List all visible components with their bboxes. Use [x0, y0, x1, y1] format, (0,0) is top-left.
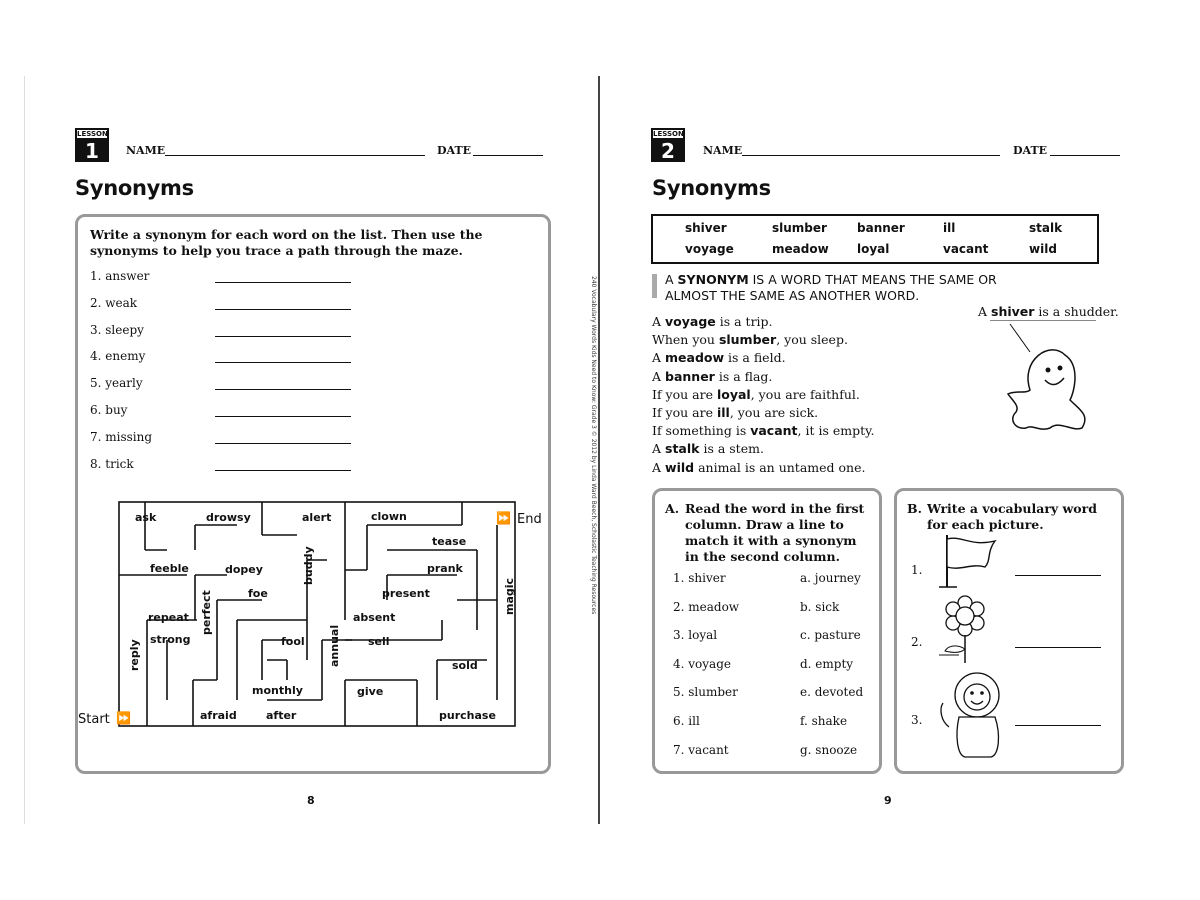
lesson-badge — [651, 128, 685, 162]
picture-number: 2. — [911, 635, 923, 649]
match-right-item[interactable]: c. pasture — [800, 628, 861, 643]
lion-illustration — [935, 669, 1011, 761]
date-field[interactable] — [473, 155, 543, 156]
maze-word: monthly — [252, 684, 303, 697]
sentence-word: voyage — [665, 314, 716, 329]
maze-word: afraid — [200, 709, 237, 722]
def-d: ALMOST THE SAME AS ANOTHER WORD. — [665, 288, 920, 303]
lesson-label: LESSON — [653, 130, 684, 138]
def-c: IS A WORD THAT MEANS THE SAME OR — [752, 272, 997, 287]
match-left-item[interactable]: 4. voyage — [673, 656, 731, 671]
def-a: A — [665, 272, 674, 287]
vocab-word: stalk — [1029, 221, 1063, 235]
match-left-item[interactable]: 5. slumber — [673, 685, 738, 700]
example-sentence — [652, 423, 875, 438]
answer-line[interactable] — [1015, 647, 1101, 648]
exercise-box — [75, 214, 551, 774]
sentence-word: meadow — [665, 350, 725, 366]
page-number: 8 — [307, 794, 315, 807]
sentence-pre: A — [652, 314, 666, 329]
maze-word: feeble — [150, 562, 189, 575]
sentence-post: is a field. — [724, 350, 786, 366]
vocab-word: wild — [1029, 242, 1057, 256]
part-a-letter: A. — [665, 501, 680, 516]
sentence-post: is a trip. — [715, 314, 773, 329]
answer-line[interactable] — [215, 416, 351, 417]
sentence-pre: A — [652, 368, 666, 384]
maze-word: repeat — [148, 611, 189, 624]
sentence-post: is a flag. — [714, 368, 773, 384]
maze-word: after — [266, 709, 297, 722]
maze-word: reply — [128, 639, 141, 671]
part-b-box — [894, 488, 1124, 774]
answer-line[interactable] — [215, 336, 351, 337]
answer-line[interactable] — [215, 443, 351, 444]
example-sentence — [652, 387, 860, 402]
sentence-pre: If something is — [652, 423, 751, 439]
word-box — [651, 214, 1099, 264]
maze-word: buddy — [302, 546, 315, 585]
match-left-item[interactable]: 3. loyal — [673, 628, 718, 643]
left-page — [24, 76, 599, 824]
match-left-item[interactable]: 6. ill — [673, 714, 700, 728]
sentence-word: vacant — [750, 423, 798, 439]
list-item: 6. buy — [90, 403, 128, 417]
lesson-number: 2 — [661, 139, 675, 163]
maze-word: strong — [150, 633, 191, 646]
sentence-word: ill — [716, 405, 730, 420]
page-number: 9 — [884, 794, 892, 807]
match-right-item[interactable]: e. devoted — [800, 685, 864, 700]
list-item: 2. weak — [90, 295, 138, 310]
lesson-number: 1 — [85, 139, 99, 163]
flower-illustration — [935, 595, 1005, 665]
answer-line[interactable] — [1015, 575, 1101, 576]
right-page — [600, 76, 1177, 824]
page-title: Synonyms — [652, 176, 771, 200]
side-credit: 240 Vocabulary Words Kids Need to Know: Grade 3 © 2012 by Linda Ward Beech, Scholastic Teaching Resources — [590, 276, 597, 615]
def-term: SYNONYM — [677, 272, 749, 287]
maze-word: sell — [368, 635, 390, 648]
match-right-item[interactable]: f. shake — [800, 714, 848, 728]
list-item: 5. yearly — [90, 376, 143, 391]
end-label: End — [517, 512, 542, 527]
list-item: 7. missing — [90, 429, 153, 444]
maze-word: clown — [371, 510, 407, 523]
match-right-item[interactable]: g. snooze — [800, 742, 858, 757]
caption-post: is a shudder. — [1034, 304, 1119, 319]
sentence-post: , you sleep. — [776, 332, 848, 348]
answer-line[interactable] — [215, 309, 351, 310]
maze-word: drowsy — [206, 511, 251, 524]
vocab-word: slumber — [772, 221, 827, 235]
start-label: Start — [78, 712, 110, 727]
match-left-item[interactable]: 7. vacant — [673, 742, 729, 757]
example-sentence — [652, 314, 773, 329]
part-a-box — [652, 488, 882, 774]
maze-word: annual — [328, 624, 341, 667]
lesson-label: LESSON — [77, 130, 108, 138]
answer-line[interactable] — [215, 470, 351, 471]
synonym-definition — [665, 272, 1005, 304]
vocab-word: loyal — [857, 242, 890, 256]
sentence-word: banner — [665, 368, 715, 384]
maze-word: magic — [503, 577, 516, 615]
vocab-word: banner — [857, 221, 905, 235]
sentence-pre: A — [652, 441, 666, 457]
name-label: NAME — [703, 144, 743, 157]
ghost-caption — [978, 304, 1119, 319]
sentence-pre: When you — [652, 332, 719, 348]
sentence-pre: A — [652, 459, 666, 475]
vocab-word: shiver — [685, 221, 727, 235]
maze-word: ask — [135, 511, 157, 524]
vocab-word: ill — [943, 221, 956, 235]
date-field[interactable] — [1050, 155, 1120, 156]
date-label: DATE — [437, 144, 472, 157]
answer-line[interactable] — [215, 282, 351, 283]
match-right-item[interactable]: b. sick — [800, 599, 840, 614]
example-sentence — [652, 350, 786, 365]
example-sentence — [652, 441, 764, 456]
picture-number: 1. — [911, 563, 923, 577]
date-label: DATE — [1013, 144, 1048, 157]
maze-word: give — [357, 685, 384, 698]
match-left-item[interactable]: 2. meadow — [673, 599, 740, 614]
maze-word: fool — [281, 635, 305, 648]
vocab-word: meadow — [772, 242, 829, 256]
list-item: 4. enemy — [90, 349, 146, 364]
instructions: Write a synonym for each word on the list. Then use the synonyms to help you trace a path through the maze. — [90, 227, 483, 258]
match-right-item[interactable]: d. empty — [800, 656, 854, 671]
maze-word: alert — [302, 511, 332, 524]
sentence-post: animal is an untamed one. — [694, 459, 866, 475]
sentence-word: loyal — [716, 386, 751, 402]
maze-word: tease — [432, 535, 467, 548]
example-sentence — [652, 369, 772, 384]
name-field[interactable] — [742, 155, 1000, 156]
answer-line[interactable] — [1015, 725, 1101, 726]
start-arrow-icon: ⏩ — [116, 711, 131, 725]
maze-word: prank — [427, 562, 463, 575]
match-right-item[interactable]: a. journey — [800, 571, 861, 585]
page-title: Synonyms — [75, 176, 194, 200]
sentence-post: is a stem. — [699, 441, 764, 457]
part-a-instructions: Read the word in the first column. Draw a line to match it with a synonym in the second column. — [685, 501, 865, 564]
example-sentence — [652, 405, 818, 420]
picture-number: 3. — [911, 713, 923, 727]
maze-word: sold — [452, 659, 478, 672]
vocab-word: vacant — [943, 242, 989, 256]
caption-word: shiver — [991, 304, 1035, 319]
sentence-word: slumber — [718, 332, 777, 348]
maze-word: perfect — [200, 590, 213, 635]
sentence-post: , it is empty. — [797, 423, 875, 439]
example-sentence — [652, 460, 865, 475]
sentence-pre: If you are — [652, 386, 717, 402]
part-b-letter: B. — [907, 501, 922, 516]
sentence-pre: If you are — [652, 405, 717, 420]
definition-bar — [652, 274, 657, 298]
banner-illustration — [935, 533, 1005, 589]
caption-pre: A — [978, 304, 992, 319]
answer-line[interactable] — [215, 362, 351, 363]
list-item: 3. sleepy — [90, 322, 144, 337]
maze-word: purchase — [439, 709, 496, 722]
maze-word: foe — [248, 587, 268, 600]
answer-line[interactable] — [215, 389, 351, 390]
lesson-badge — [75, 128, 109, 162]
sentence-word: wild — [665, 459, 695, 475]
vocab-word: voyage — [685, 242, 734, 256]
end-arrow-icon: ⏩ — [496, 511, 511, 525]
match-left-item[interactable]: 1. shiver — [673, 571, 726, 585]
list-item: 8. trick — [90, 456, 134, 471]
sentence-pre: A — [652, 350, 666, 366]
maze-word: absent — [353, 611, 396, 624]
part-b-instructions: Write a vocabulary word for each picture. — [927, 501, 1097, 532]
sentence-post: , you are sick. — [729, 405, 819, 420]
maze-word: present — [382, 587, 430, 600]
sentence-word: stalk — [665, 441, 700, 457]
list-item: 1. answer — [90, 269, 150, 283]
maze-word: dopey — [225, 563, 263, 576]
sentence-post: , you are faithful. — [750, 386, 860, 402]
name-label: NAME — [126, 144, 166, 157]
name-field[interactable] — [165, 155, 425, 156]
example-sentence — [652, 332, 848, 347]
ghost-illustration — [990, 320, 1100, 438]
